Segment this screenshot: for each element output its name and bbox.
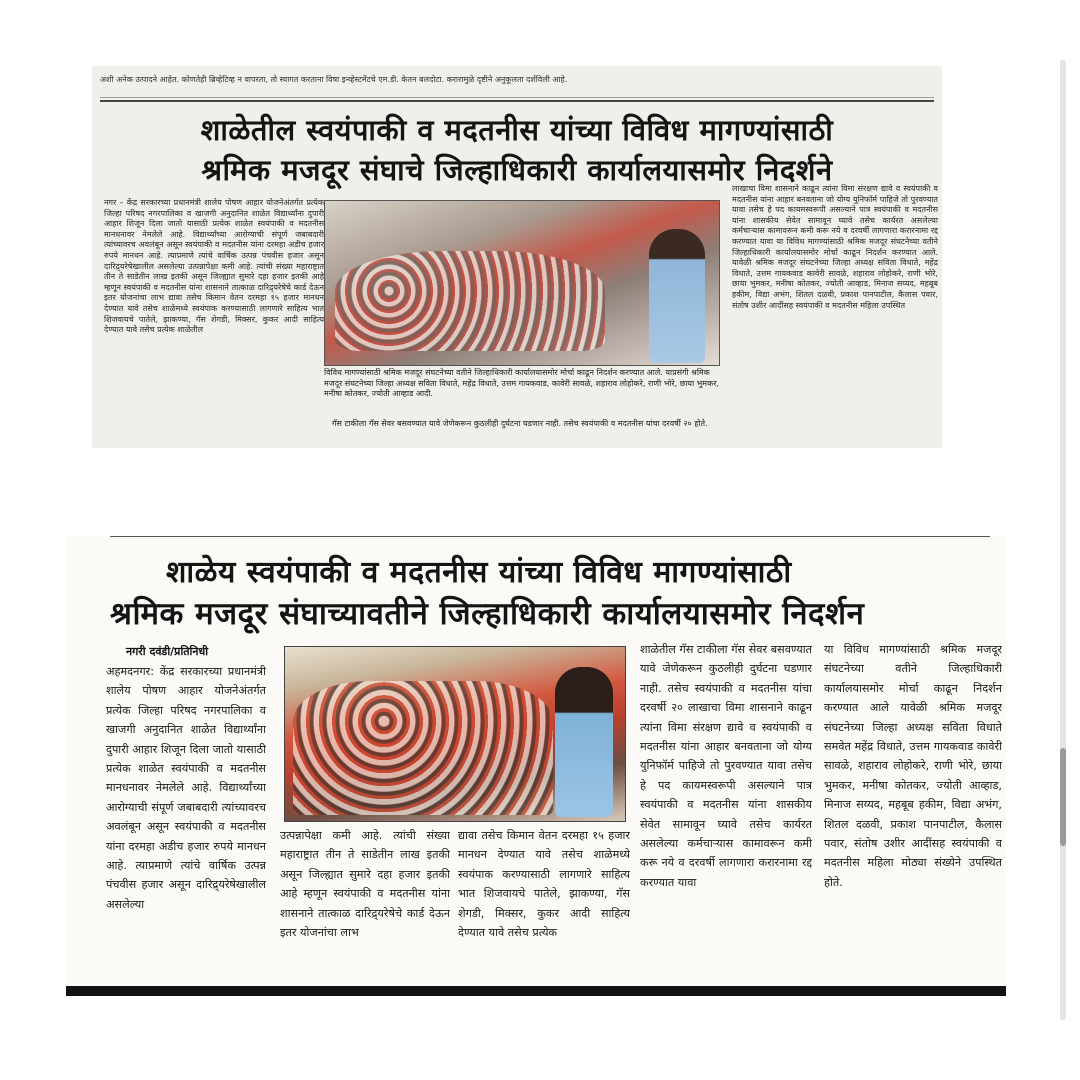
crowd-image [335, 251, 605, 351]
article-column-1: अहमदनगर: केंद्र सरकारच्या प्रधानमंत्री शालेय पोषण आहार योजनेअंतर्गत प्रत्येक जिल्हा परिषद नगरपालिका व खाजगी अनुदानित शाळेत विद्यार्थ्यांना दुपारी आहार शिजून दिला जातो यासाठी प्रत्येक शाळेत स्वयंपाकी व मदतनीस मानधनावर नेमलेले आहे. विद्यार्थ्यांच्या आरोग्याची संपूर्ण जबाबदारी त्यांच्यावरच अवलंबून असून स्वयंपाकी व मदतनीस यांना दरमहा अडीच हजार रुपये मानधन आहे. त्याप्रमाणे त्यांचे वार्षिक उत्पन्न पंचवीस हजार असून दारिद्र्यरेषेखालील असलेल्या [106, 665, 266, 911]
bottom-rule [66, 986, 1006, 996]
protest-photo [324, 200, 720, 366]
article-column-3: द्यावा तसेच किमान वेतन दरमहा १५ हजार मानधन देण्यात यावे तसेच शाळेमध्ये स्वयंपाक करण्यासाठी लागणारे साहित्य भात शिजवायचे पातेले, झाकण्या, गॅस शेगडी, मिक्सर, कुकर आदी साहित्य देण्यात यावे तसेच प्रत्येक [458, 829, 630, 940]
photo-caption: विविध मागण्यांसाठी श्रमिक मजदूर संघटनेच्या वतीने जिल्हाधिकारी कार्यालयासमोर मोर्चा काढून निदर्शन करण्यात आले. याप्रसंगी श्रमिक मजदूर संघटनेच्या जिल्हा अध्यक्ष सविता विधाते, महेंद्र विधाते, उत्तम गायकवाड, कावेरी सावळे, शहाराव लोहोकरे, राणी भोरे, छाया भुमकर, मनीषा कोतकर, ज्योती आव्हाड आदी. [324, 368, 720, 398]
article-column-4: शाळेतील गॅस टाकीला गॅस सेवर बसवण्यात यावे जेणेकरून कुठलीही दुर्घटना घडणार नाही. तसेच स्वयंपाकी व मदतनीस यांचा दरवर्षी २० लाखाचा विमा शासनाने काढून त्यांना विमा संरक्षण द्यावे व स्वयंपाकी व मदतनीस यांना आहार बनवताना जो योग्य युनिफॉर्म पाहिजे तो पुरवण्यात यावा तसेच हे पद कायमस्वरूपी असल्याने पात्र स्वयंपाकी व मदतनीस यांना शासकीय सेवेत सामावून घ्यावे तसेच कार्यरत असलेल्या कर्मचाऱ्यास कामावरून कमी करू नये व दरवर्षी लागणारा करारनामा रद्द करण्यात यावा [640, 643, 812, 889]
scrollbar-thumb[interactable] [1060, 748, 1066, 846]
crowd-image [293, 681, 553, 815]
article-column-left: नगर – केंद्र सरकारच्या प्रधानमंत्री शालेय पोषण आहार योजनेअंतर्गत प्रत्येक जिल्हा परिषद नगरपालिका व खाजगी अनुदानित शाळेत विद्यार्थ्यांना दुपारी आहार शिजून दिला जातो यासाठी प्रत्येक शाळेत स्वयंपाकी व मदतनीस मानधनावर नेमलेले आहे. विद्यार्थ्यांच्या आरोग्याची संपूर्ण जबाबदारी त्यांच्यावरच अवलंबून असून स्वयंपाकी व मदतनीस यांना दरमहा अडीच हजार रुपये मानधन आहे. त्याप्रमाणे त्यांचे वार्षिक उत्पन्न पंचवीस हजार असून दारिद्र्यरेषेखालील असलेल्या उत्पन्नापेक्षा कमी आहे. त्यांची संख्या महाराष्ट्रात तीन ते साडेतीन लाख इतकी असून जिल्ह्यात सुमारे दहा हजार इतकी आहे म्हणून स्वयंपाकी व मदतनीस यांना शासनाने तात्काळ दारिद्र्यरेषेचे कार्ड देऊन इतर योजनांचा लाभ द्यावा तसेच किमान वेतन दरमहा १५ हजार मानधन देण्यात यावे तसेच शाळेमध्ये स्वयंपाक करण्यासाठी लागणारे साहित्य भात शिजवायचे पातेले, झाकण्या, गॅस शेगडी, मिक्सर, कुकर आदी साहित्य देण्यात यावे तसेच प्रत्येक शाळेतील [104, 198, 324, 335]
byline: नगरी दवंडी/प्रतिनिधी [126, 645, 209, 658]
article-column-5: या विविध मागण्यांसाठी श्रमिक मजदूर संघटनेच्या वतीने जिल्हाधिकारी कार्यालयासमोर मोर्चा काढून निदर्शन करण्यात आले यावेळी श्रमिक मजदूर संघटनेच्या जिल्हा अध्यक्ष सविता विधाते समवेत महेंद्र विधाते, उत्तम गायकवाड कावेरी सावळे, शहाराव लोहोकरे, राणी भोरे, छाया भुमकर, मनीषा कोतकर, ज्योती आव्हाड, मिनाज सय्यद, महबूब हकीम, विद्या अभंग, शितल दळवी, प्रकाश पानपाटील, कैलास पवार, संतोष उशीर आदींसह स्वयंपाकी व मदतनीस महिला मोठ्या संख्येने उपस्थित होते. [824, 643, 1002, 889]
headline-line-1: शाळेय स्वयंपाकी व मदतनीस यांच्या विविध मागण्यांसाठी [166, 555, 792, 590]
headline-line-2: श्रमिक मजदूर संघाचे जिल्हाधिकारी कार्यालयासमोर निदर्शने [201, 153, 833, 187]
divider [110, 536, 990, 537]
headline-line-2: श्रमिक मजदूर संघाच्यावतीने जिल्हाधिकारी कार्यालयासमोर निदर्शन [110, 596, 865, 632]
speaker-image [555, 667, 613, 817]
clipping-top-strip: अशी अनेक उत्पादने आहेत. कोणतेही ब्रिव्हेटिव्ह न वापरता, तो स्वागत करताना विषा इन्व्हेस्टमेंटचे एम.डी. केतन बलदोटा. करारामुळे दृष्टीने अनुकूलता दर्शविली आहे. [100, 74, 934, 98]
divider [100, 100, 934, 102]
newspaper-clipping-2 [66, 536, 1006, 996]
headline-line-1: शाळेतील स्वयंपाकी व मदतनीस यांच्या विविध मागण्यांसाठी [200, 113, 834, 147]
speaker-image [649, 229, 705, 363]
protest-photo [284, 646, 626, 822]
scrollbar-track[interactable] [1060, 60, 1066, 1020]
article-column-right: लाखाचा विमा शासनाने काढून त्यांना विमा संरक्षण द्यावे व स्वयंपाकी व मदतनीस यांना आहार बनवताना जो योग्य युनिफॉर्म पाहिजे तो पुरवण्यात यावा तसेच हे पद कायमस्वरूपी असल्याने पात्र स्वयंपाकी व मदतनीस यांना शासकीय सेवेत सामावून घ्यावे तसेच कार्यरत असलेल्या कर्मचाऱ्यास कामावरून कमी करू नये व दरवर्षी लागणारा करारनामा रद्द करण्यात यावा या विविध मागण्यांसाठी श्रमिक मजदूर संघटनेच्या वतीने जिल्हाधिकारी कार्यालयासमोर मोर्चा काढून निदर्शन करण्यात आले. यावेळी श्रमिक मजदूर संघटनेच्या जिल्हा अध्यक्ष सविता विधाते, महेंद्र विधाते, उत्तम गायकवाड कावेरी सावळे, शहाराव लोहोकरे, राणी भोरे, छाया भुमकर, मनीषा कोतकर, ज्योती आव्हाड, मिनाज सय्यद, महबूब हकीम, विद्या अभंग, शितल दळवी, प्रकाश पानपाटील, कैलास पवार, संतोष उशीर आदींसह स्वयंपाकी व मदतनीस महिला उपस्थित [732, 184, 938, 310]
article-column-2: उत्पन्नापेक्षा कमी आहे. त्यांची संख्या महाराष्ट्रात तीन ते साडेतीन लाख इतकी असून जिल्ह्यात सुमारे दहा हजार इतकी आहे म्हणून स्वयंपाकी व मदतनीस यांना शासनाने तात्काळ दारिद्र्यरेषेचे कार्ड देऊन इतर योजनांचा लाभ [280, 829, 450, 940]
newspaper-clipping-1 [92, 66, 942, 448]
article-bottom-text: गॅस टाकीला गॅस सेवर बसवण्यात यावे जेणेकरून कुठलीही दुर्घटना घडणार नाही. तसेच स्वयंपाकी व मदतनीस यांचा दरवर्षी २० होते. [332, 419, 708, 428]
